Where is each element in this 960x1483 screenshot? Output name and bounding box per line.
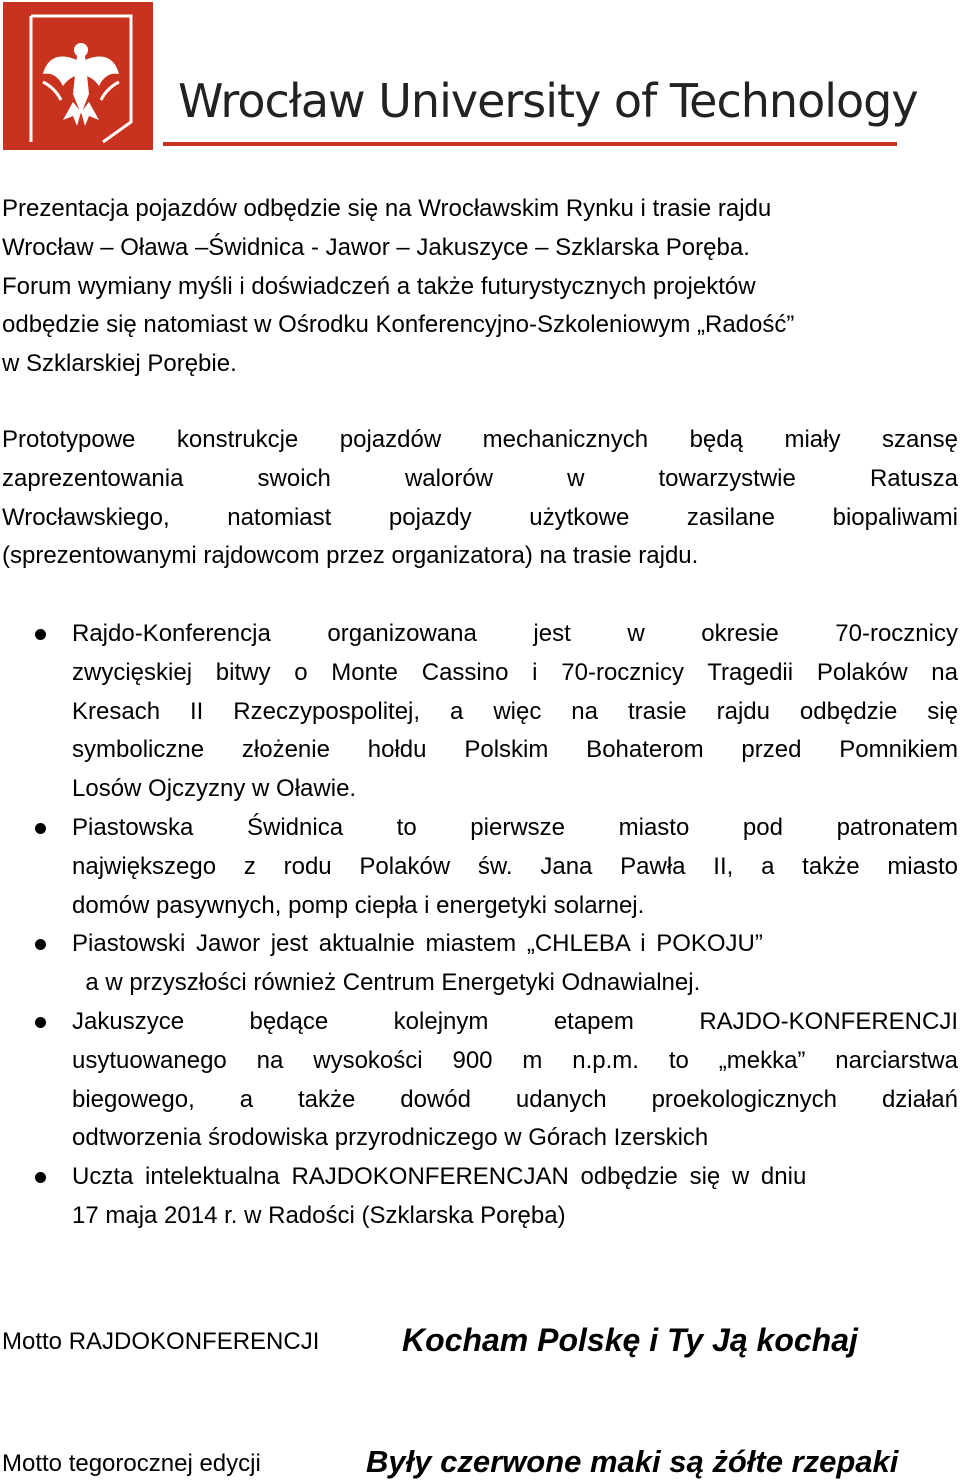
paragraph-line: Forum wymiany myśli i doświadczeń a także futurystycznych projektów bbox=[2, 272, 756, 300]
list-item-line: Piastowska Świdnica to pierwsze miasto pod patronatem bbox=[72, 813, 958, 841]
motto-label: Motto tegorocznej edycji bbox=[2, 1450, 261, 1477]
paragraph-venue bbox=[2, 190, 958, 384]
list-item-line: największego z rodu Polaków św. Jana Pawła II, a także miasto bbox=[72, 852, 958, 880]
list-item-line: 17 maja 2014 r. w Radości (Szklarska Poręba) bbox=[72, 1201, 566, 1229]
motto-label: Motto RAJDOKONFERENCJI bbox=[2, 1328, 320, 1355]
paragraph-line: Wrocławskiego, natomiast pojazdy użytkowe zasilane biopaliwami bbox=[2, 503, 958, 531]
list-item bbox=[0, 1158, 958, 1236]
list-item-line: Losów Ojczyzny w Oławie. bbox=[72, 775, 357, 803]
list-item bbox=[0, 809, 958, 925]
paragraph-line: Prezentacja pojazdów odbędzie się na Wrocławskim Rynku i trasie rajdu bbox=[2, 195, 772, 222]
paragraph-line: zaprezentowania swoich walorów w towarzystwie Ratusza bbox=[2, 464, 958, 492]
list-item-line: biegowego, a także dowód udanych proekologicznych działań bbox=[72, 1085, 958, 1113]
list-item-line: zwycięskiej bitwy o Monte Cassino i 70-rocznicy Tragedii Polaków na bbox=[72, 658, 958, 686]
bullet-icon bbox=[35, 1017, 46, 1028]
bullet-icon bbox=[35, 823, 46, 834]
logo-underline bbox=[163, 142, 897, 146]
motto-value: Kocham Polskę i Ty Ją kochaj bbox=[402, 1322, 858, 1358]
list-item-line: Rajdo-Konferencja organizowana jest w okresie 70-rocznicy bbox=[72, 620, 958, 647]
list-item bbox=[0, 925, 958, 1003]
list-item-line: Jakuszyce będące kolejnym etapem RAJDO-KONFERENCJI bbox=[72, 1007, 958, 1035]
list-item-line: Piastowski Jawor jest aktualnie miastem „CHLEBA i POKOJU” bbox=[72, 930, 763, 958]
list-item bbox=[0, 1003, 958, 1158]
paragraph-prototypes bbox=[2, 421, 958, 576]
paragraph-line: w Szklarskiej Porębie. bbox=[2, 350, 237, 378]
list-item-line: Kresach II Rzeczypospolitej, a więc na trasie rajdu odbędzie się bbox=[72, 697, 958, 725]
list-item-line: domów pasywnych, pomp ciepła i energetyki solarnej. bbox=[72, 891, 645, 919]
list-item-line: odtworzenia środowiska przyrodniczego w Górach Izerskich bbox=[72, 1124, 709, 1152]
list-item-line: Uczta intelektualna RAJDOKONFERENCJAN odbędzie się w dniu bbox=[72, 1163, 807, 1191]
university-emblem-icon bbox=[3, 2, 153, 150]
paragraph-line: Wrocław – Oława –Świdnica - Jawor – Jakuszyce – Szklarska Poręba. bbox=[2, 233, 750, 261]
list-item-line: a w przyszłości również Centrum Energetyki Odnawialnej. bbox=[72, 969, 701, 997]
paragraph-line: Prototypowe konstrukcje pojazdów mechanicznych będą miały szansę bbox=[2, 426, 958, 453]
university-name: Wrocław University of Technology bbox=[178, 74, 918, 128]
bullet-icon bbox=[35, 1172, 46, 1183]
list-item-line: usytuowanego na wysokości 900 m n.p.m. to „mekka” narciarstwa bbox=[72, 1046, 958, 1074]
list-item-line: symboliczne złożenie hołdu Polskim Bohaterom przed Pomnikiem bbox=[72, 736, 958, 764]
paragraph-line: (sprezentowanymi rajdowcom przez organizatora) na trasie rajdu. bbox=[2, 542, 699, 570]
motto-value: Były czerwone maki są żółte rzepaki bbox=[366, 1444, 899, 1479]
bullet-list bbox=[0, 615, 958, 1236]
bullet-icon bbox=[35, 939, 46, 950]
paragraph-line: odbędzie się natomiast w Ośrodku Konferencyjno-Szkoleniowym „Radość” bbox=[2, 311, 795, 339]
list-item bbox=[0, 615, 958, 809]
bullet-icon bbox=[35, 629, 46, 640]
